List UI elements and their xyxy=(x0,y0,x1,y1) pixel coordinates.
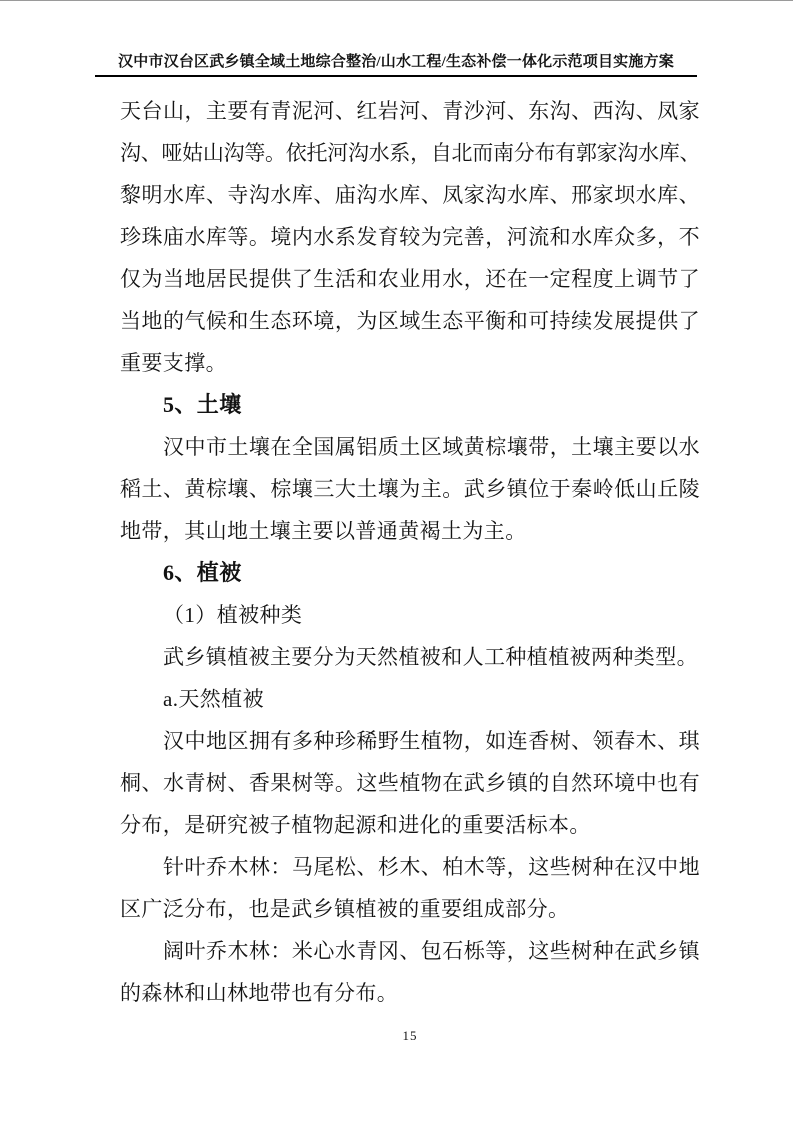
section-heading-soil: 5、土壤 xyxy=(163,392,242,417)
body-line: 地带，其山地土壤主要以普通黄褐土为主。 xyxy=(120,519,527,543)
body-line: 汉中地区拥有多种珍稀野生植物，如连香树、领春木、琪 xyxy=(163,729,700,753)
body-line: 阔叶乔木林：米心水青冈、包石栎等，这些树种在武乡镇 xyxy=(163,939,700,963)
body-line: 珍珠庙水库等。境内水系发育较为完善，河流和水库众多，不 xyxy=(120,225,700,249)
body-line: 区广泛分布，也是武乡镇植被的重要组成部分。 xyxy=(120,897,570,921)
body-line: 针叶乔木林：马尾松、杉木、柏木等，这些树种在汉中地 xyxy=(163,855,700,879)
document-body xyxy=(120,90,700,1014)
body-line: 黎明水库、寺沟水库、庙沟水库、凤家沟水库、邢家坝水库、 xyxy=(120,183,700,207)
body-line: 武乡镇植被主要分为天然植被和人工种植植被两种类型。 xyxy=(163,645,698,669)
section-heading-vegetation: 6、植被 xyxy=(163,560,242,585)
body-line: 天台山，主要有青泥河、红岩河、青沙河、东沟、西沟、凤家 xyxy=(120,99,700,123)
body-line: 汉中市土壤在全国属铝质土区域黄棕壤带，土壤主要以水 xyxy=(163,435,700,459)
body-line: 分布，是研究被子植物起源和进化的重要活标本。 xyxy=(120,813,591,837)
body-line: 当地的气候和生态环境，为区域生态平衡和可持续发展提供了 xyxy=(120,309,700,333)
body-line: 桐、水青树、香果树等。这些植物在武乡镇的自然环境中也有 xyxy=(120,771,700,795)
subsection-heading-natural-vegetation: a.天然植被 xyxy=(163,687,264,711)
body-line: 稻土、黄棕壤、棕壤三大土壤为主。武乡镇位于秦岭低山丘陵 xyxy=(120,477,700,501)
subsection-heading-vegetation-types: （1）植被种类 xyxy=(163,603,303,627)
body-line: 的森林和山林地带也有分布。 xyxy=(120,981,399,1005)
header-rule xyxy=(95,75,697,77)
body-line: 重要支撑。 xyxy=(120,351,227,375)
page-number: 15 xyxy=(402,1028,418,1043)
body-line: 沟、哑姑山沟等。依托河沟水系，自北而南分布有郭家沟水库、 xyxy=(120,141,700,165)
header-title: 汉中市汉台区武乡镇全域土地综合整治/山水工程/生态补偿一体化示范项目实施方案 xyxy=(118,54,674,70)
page-top-edge xyxy=(0,0,793,1)
body-line: 仅为当地居民提供了生活和农业用水，还在一定程度上调节了 xyxy=(120,267,700,291)
